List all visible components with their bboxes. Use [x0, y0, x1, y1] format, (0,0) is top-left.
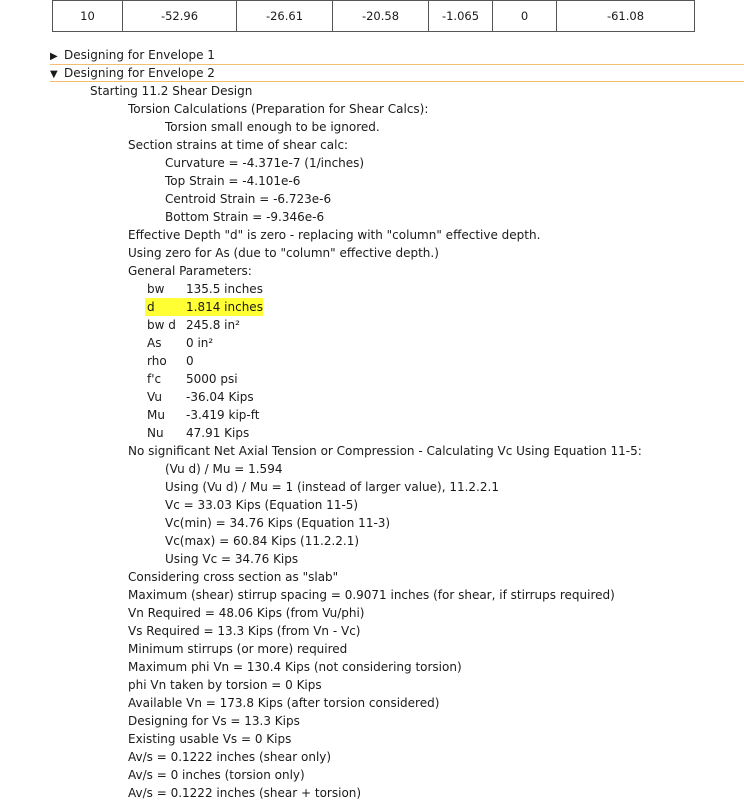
bottom-strain-text: Bottom Strain = -9.346e-6 [165, 210, 325, 224]
param-name: As [147, 336, 162, 350]
result-line: Designing for Vs = 13.3 Kips [128, 714, 300, 728]
vu-d-mu-text: (Vu d) / Mu = 1.594 [165, 462, 283, 476]
result-line: Minimum stirrups (or more) required [128, 642, 348, 656]
param-value: -3.419 kip-ft [186, 408, 260, 422]
param-value: 5000 psi [186, 372, 238, 386]
result-line: Vs Required = 13.3 Kips (from Vn - Vc) [128, 624, 361, 638]
result-line: Maximum (shear) stirrup spacing = 0.9071 inches (for shear, if stirrups required) [128, 588, 615, 602]
table-cell: -26.61 [237, 1, 333, 32]
vc-max-text: Vc(max) = 60.84 Kips (11.2.2.1) [165, 534, 360, 548]
torsion-note: Torsion small enough to be ignored. [165, 120, 380, 134]
param-value: 245.8 in² [186, 318, 240, 332]
result-line: Maximum phi Vn = 130.4 Kips (not considering torsion) [128, 660, 462, 674]
caret-down-icon[interactable]: ▼ [50, 69, 58, 80]
param-name: rho [147, 354, 167, 368]
param-name: Vu [147, 390, 162, 404]
using-vc-text: Using Vc = 34.76 Kips [165, 552, 299, 566]
result-line: Existing usable Vs = 0 Kips [128, 732, 292, 746]
table-cell: -61.08 [557, 1, 695, 32]
caret-right-icon[interactable]: ▶ [50, 51, 58, 62]
axial-header: No significant Net Axial Tension or Compression - Calculating Vc Using Equation 11-5: [128, 444, 642, 458]
top-strain-text: Top Strain = -4.101e-6 [165, 174, 301, 188]
param-name: f'c [147, 372, 162, 386]
result-line: Av/s = 0.1222 inches (shear only) [128, 750, 332, 764]
shear-design-start: Starting 11.2 Shear Design [90, 84, 253, 98]
result-line: phi Vn taken by torsion = 0 Kips [128, 678, 322, 692]
using-vu-d-mu-text: Using (Vu d) / Mu = 1 (instead of larger value), 11.2.2.1 [165, 480, 499, 494]
effective-depth-note: Effective Depth "d" is zero - replacing with "column" effective depth. [128, 228, 541, 242]
param-value: -36.04 Kips [186, 390, 254, 404]
vc-text: Vc = 33.03 Kips (Equation 11-5) [165, 498, 359, 512]
torsion-header: Torsion Calculations (Preparation for Shear Calcs): [128, 102, 429, 116]
table-cell: 10 [53, 1, 123, 32]
curvature-text: Curvature = -4.371e-7 (1/inches) [165, 156, 365, 170]
result-line: Av/s = 0 inches (torsion only) [128, 768, 305, 782]
result-line: Available Vn = 173.8 Kips (after torsion considered) [128, 696, 440, 710]
param-name: bw [147, 282, 165, 296]
param-name: d [147, 300, 155, 314]
param-name: Nu [147, 426, 164, 440]
strains-header: Section strains at time of shear calc: [128, 138, 349, 152]
param-value: 135.5 inches [186, 282, 263, 296]
general-parameters-header: General Parameters: [128, 264, 252, 278]
table-cell: 0 [493, 1, 557, 32]
table-row [53, 1, 695, 32]
result-line: Vn Required = 48.06 Kips (from Vu/phi) [128, 606, 365, 620]
param-name: Mu [147, 408, 165, 422]
result-line: Av/s = 0.1222 inches (shear + torsion) [128, 786, 362, 800]
param-value: 0 in² [186, 336, 214, 350]
centroid-strain-text: Centroid Strain = -6.723e-6 [165, 192, 332, 206]
tree-node-label: Designing for Envelope 1 [64, 48, 215, 62]
results-table [52, 0, 695, 32]
result-line: Considering cross section as "slab" [128, 570, 339, 584]
tree-node-label: Designing for Envelope 2 [64, 66, 215, 80]
param-name: bw d [147, 318, 176, 332]
param-value: 1.814 inches [186, 300, 263, 314]
param-value: 0 [186, 354, 194, 368]
tree-node-envelope-1[interactable] [50, 46, 215, 64]
table-cell: -52.96 [123, 1, 237, 32]
table-cell: -20.58 [333, 1, 429, 32]
param-value: 47.91 Kips [186, 426, 250, 440]
table-cell: -1.065 [429, 1, 493, 32]
vc-min-text: Vc(min) = 34.76 Kips (Equation 11-3) [165, 516, 391, 530]
as-note: Using zero for As (due to "column" effective depth.) [128, 246, 439, 260]
tree-node-envelope-2[interactable] [50, 64, 744, 82]
